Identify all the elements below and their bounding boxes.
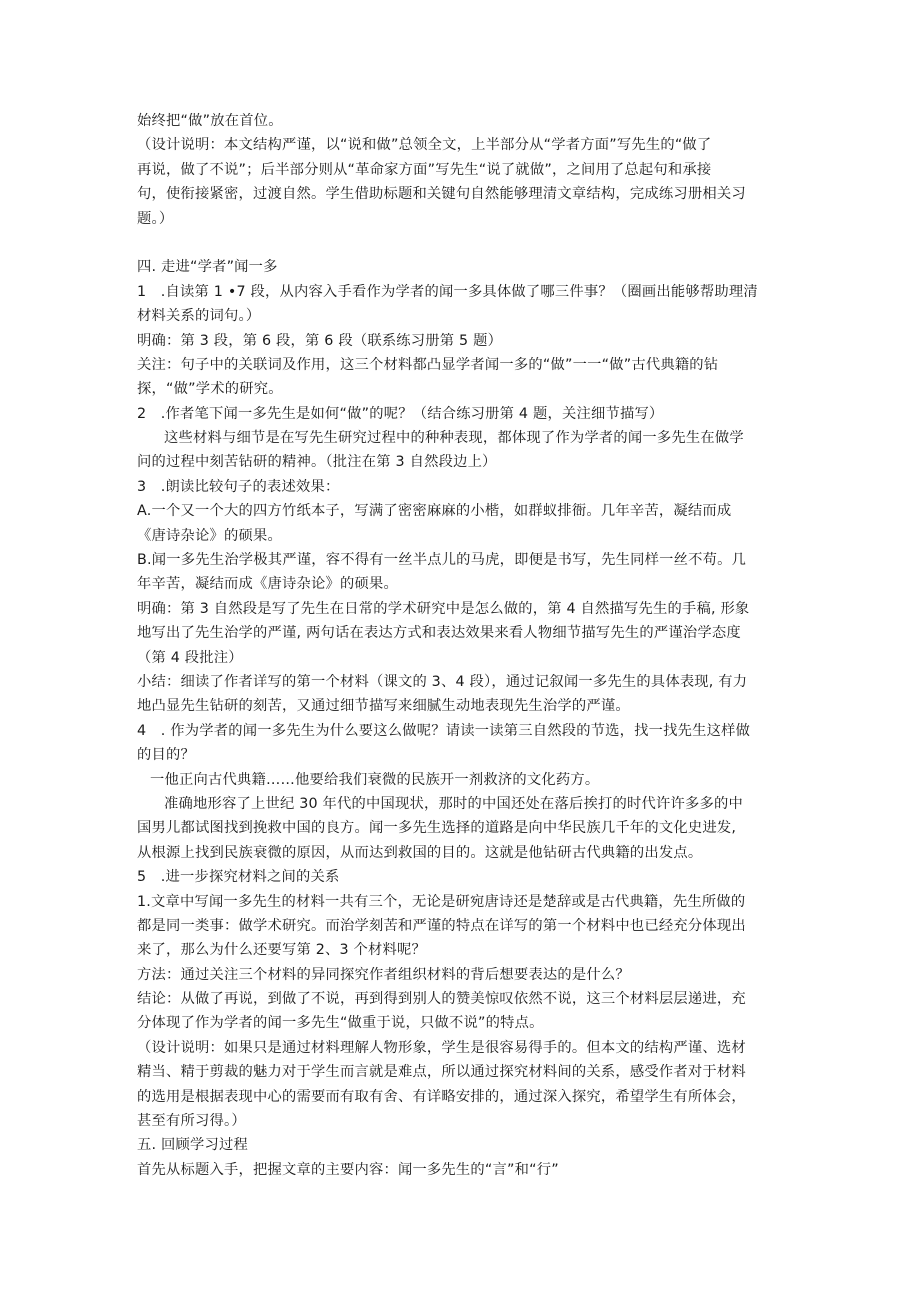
text-line: （第 4 段批注）	[137, 649, 243, 666]
text-line: 1 .自读第 1 •7 段，从内容入手看作为学者的闻一多具体做了哪三件事？（圈画出能够帮助理清	[137, 283, 758, 300]
text-line: 来了，那么为什么还要写第 2、3 个材料呢？	[137, 942, 427, 959]
text-line: 分体现了作为学者的闻一多先生“做重于说，只做不说”的特点。	[137, 1015, 544, 1032]
section-heading: 五. 回顾学习过程	[137, 1137, 248, 1154]
text-line: 的目的？	[137, 747, 195, 764]
text-line: 一他正向古代典籍……他要给我们衰微的民族开一剂救济的文化药方。	[150, 771, 600, 788]
text-line: 《唐诗杂论》的硕果。	[137, 527, 282, 544]
text-line: 精当、精于剪裁的魅力对于学生而言就是难点，所以通过探究材料间的关系，感受作者对于材料	[137, 1064, 746, 1081]
text-line: 明确：第 3 自然段是写了先生在日常的学术研究中是怎么做的，第 4 自然描写先生的手稿, 形象	[137, 600, 750, 617]
text-line: 方法：通过关注三个材料的异同探究作者组织材料的背后想要表达的是什么？	[137, 966, 630, 983]
text-line: 小结：细读了作者详写的第一个材料（课文的 3、4 段），通过记叙闻一多先生的具体表现, 有力	[137, 673, 748, 690]
text-line: 3 .朗读比较句子的表述效果：	[137, 478, 340, 495]
text-line: 地写出了先生治学的严谨, 两句话在表达方式和表达效果来看人物细节描写先生的严谨治学态度	[137, 625, 741, 642]
text-line: （设计说明：如果只是通过材料理解人物形象，学生是很容易得手的。但本文的结构严谨、选材	[137, 1039, 746, 1056]
text-line: 5 .进一步探究材料之间的关系	[137, 869, 340, 886]
text-line: 句，使衔接紧密，过渡自然。学生借助标题和关键句自然能够理清文章结构，完成练习册相关习	[137, 186, 746, 203]
text-line: 准确地形容了上世纪 30 年代的中国现状，那时的中国还处在落后挨打的时代许许多多的中	[164, 795, 743, 812]
section-heading: 四. 走进“学者”闻一多	[137, 259, 278, 276]
text-line: 始终把“做”放在首位。	[137, 113, 283, 129]
text-line: 国男儿都试图找到挽救中国的良方。闻一多先生选择的道路是向中华民族几千年的文化史进发,	[137, 820, 737, 837]
text-line: （设计说明：本文结构严谨，以“说和做”总领全文，上半部分从“学者方面”写先生的“做了	[137, 137, 712, 154]
text-line: 从根源上找到民族衰微的原因，从而达到救国的目的。这就是他钻研古代典籍的出发点。	[137, 844, 703, 861]
text-line: A.一个又一个大的四方竹纸本子，写满了密密麻麻的小楷，如群蚁排衙。几年辛苦，凝结而成	[137, 503, 732, 520]
text-line: 题。）	[137, 210, 174, 227]
blank-line	[137, 231, 787, 255]
text-line: 的选用是根据表现中心的需要而有取有舍、有详略安排的，通过深入探究，希望学生有所体会，	[137, 1088, 746, 1105]
text-line: 明确：第 3 段，第 6 段，第 6 段（联系练习册第 5 题）	[137, 332, 503, 349]
text-line: 1.文章中写闻一多先生的材料一共有三个，无论是研宛唐诗还是楚辞或是古代典籍，先生所做的	[137, 893, 746, 910]
document-page	[137, 109, 787, 1182]
text-line: 2 .作者笔下闻一多先生是如何“做”的呢？（结合练习册第 4 题，关注细节描写）	[137, 405, 664, 422]
text-line: 结论：从做了再说，到做了不说，再到得到别人的赞美惊叹依然不说，这三个材料层层递进，充	[137, 991, 746, 1008]
text-line: 关注：句子中的关联词及作用，这三个材料都凸显学者闻一多的“做”一一“做”古代典籍的钻	[137, 356, 719, 373]
text-line: 地凸显先生钻研的刻苦，又通过细节描写来细腻生动地表现先生治学的严谨。	[137, 698, 630, 715]
text-line: 4 . 作为学者的闻一多先生为什么要这么做呢？请读一读第三自然段的节选，找一找先生这样做	[137, 722, 751, 739]
text-line: 探，“做”学术的研究。	[137, 381, 283, 398]
text-line: 首先从标题入手，把握文章的主要内容：闻一多先生的“言”和“行”	[137, 1161, 559, 1178]
text-line: 都是同一类事：做学术研究。而治学刻苦和严谨的特点在详写的第一个材料中也已经充分体现出	[137, 917, 746, 934]
text-line: 材料关系的词句。）	[137, 308, 261, 325]
text-line: 这些材料与细节是在写先生研究过程中的种种表现，都体现了作为学者的闻一多先生在做学	[164, 430, 744, 447]
text-line: 年辛苦，凝结而成《唐诗杂论》的硕果。	[137, 576, 398, 593]
text-line: 甚至有所习得。）	[137, 1113, 246, 1130]
text-line: B.闻一多先生治学极其严谨，容不得有一丝半点儿的马虎，即便是书写，先生同样一丝不苟。几	[137, 552, 747, 569]
text-line: 再说，做了不说”；后半部分则从“革命家方面”写先生“说了就做”，之间用了总起句和承接	[137, 161, 712, 178]
text-line: 问的过程中刻苦钻研的精神。（批注在第 3 自然段边上）	[137, 454, 497, 471]
